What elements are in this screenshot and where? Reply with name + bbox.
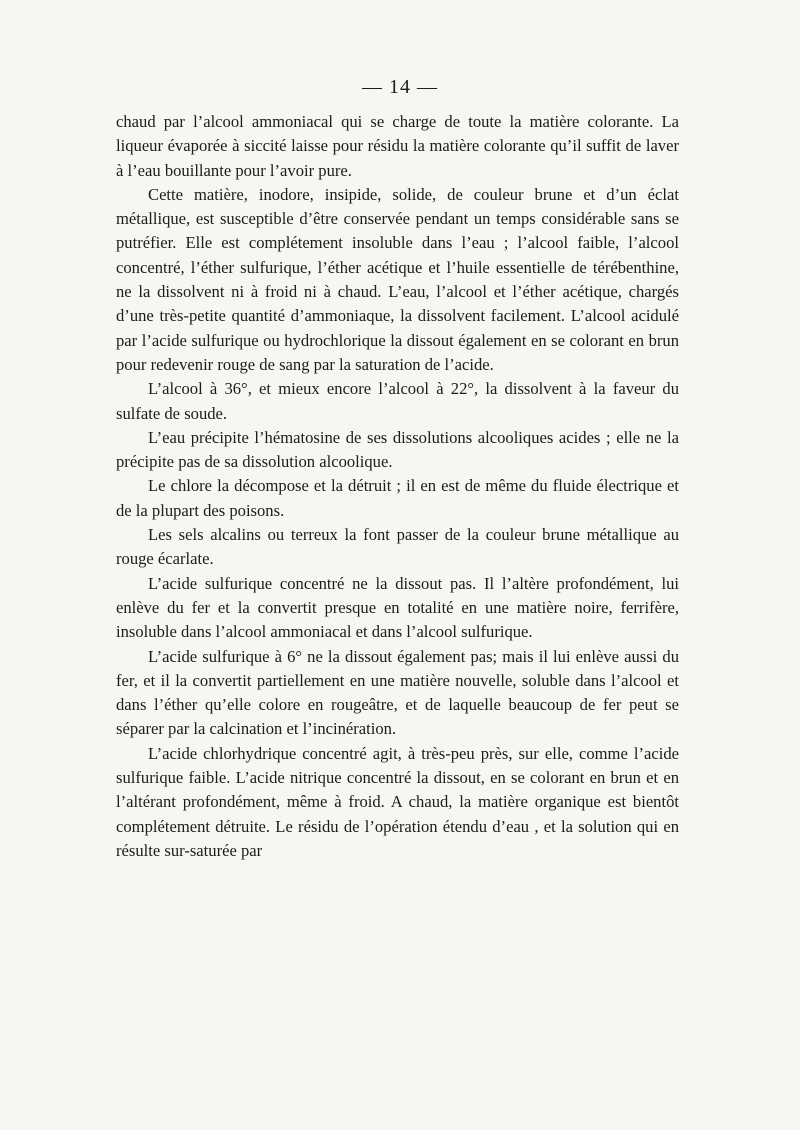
paragraph-sulfuric-concentrated: L’acide sulfurique concentré ne la dissout pas. Il l’altère profondément, lui enlève du fer et la convertit presque en totalité en une matière noire, ferrifère, insoluble dans l’alcool ammoniacal et dans l’alcool sulfurique. [116, 573, 679, 642]
paragraph-hydrochloric: L’acide chlorhydrique concentré agit, à très-peu près, sur elle, comme l’acide sulfurique faible. L’acide nitrique concentré la dissout, en se colorant en brun et en l’altérant profondément, même à froid. A chaud, la matière organique est bientôt complétement détruite. Le résidu de l’opération étendu d’eau , et la solution qui en résulte sur-saturée par [116, 743, 679, 860]
body-text [116, 110, 679, 863]
paragraph-salts: Les sels alcalins ou terreux la font passer de la couleur brune métallique au rouge écarlate. [116, 525, 679, 569]
page-number: — 14 — [362, 76, 438, 98]
paragraph-water: L’eau précipite l’hématosine de ses dissolutions alcooliques acides ; elle ne la précipite pas de sa dissolution alcoolique. [116, 427, 679, 472]
paragraph-continuation: chaud par l’alcool ammoniacal qui se charge de toute la matière colorante. La liqueur évaporée à siccité laisse pour résidu la matière colorante qu’il suffit de laver à l’eau bouillante pour l’avoir pure. [116, 112, 679, 180]
paragraph-properties: Cette matière, inodore, insipide, solide, de couleur brune et d’un éclat métallique, est susceptible d’être conservée pendant un temps considérable sans se putréfier. Elle est complétement insoluble dans l’eau ; l’alcool faible, l’alcool concentré, l’éther sulfurique, l’éther acétique et l’huile essentielle de térébenthine, ne la dissolvent ni à froid ni à chaud. L’eau, l’alcool et l’éther acétique, chargés d’une très-petite quantité d’ammoniaque, la dissolvent facilement. L’alcool acidulé par l’acide sulfurique ou hydrochlorique la dissout également en se colorant en brun pour redevenir rouge de sang par la saturation de l’acide. [116, 184, 679, 374]
paragraph-sulfuric-6: L’acide sulfurique à 6° ne la dissout également pas; mais il lui enlève aussi du fer, et il la convertit partiellement en une matière nouvelle, soluble dans l’alcool et dans l’éther qu’elle colore en rougeâtre, et de laquelle beaucoup de fer peut se séparer par la calcination et l’incinération. [116, 646, 679, 739]
paragraph-alcohol: L’alcool à 36°, et mieux encore l’alcool à 22°, la dissolvent à la faveur du sulfate de soude. [116, 379, 679, 423]
paragraph-chlorine: Le chlore la décompose et la détruit ; il en est de même du fluide électrique et de la plupart des poisons. [116, 476, 679, 520]
